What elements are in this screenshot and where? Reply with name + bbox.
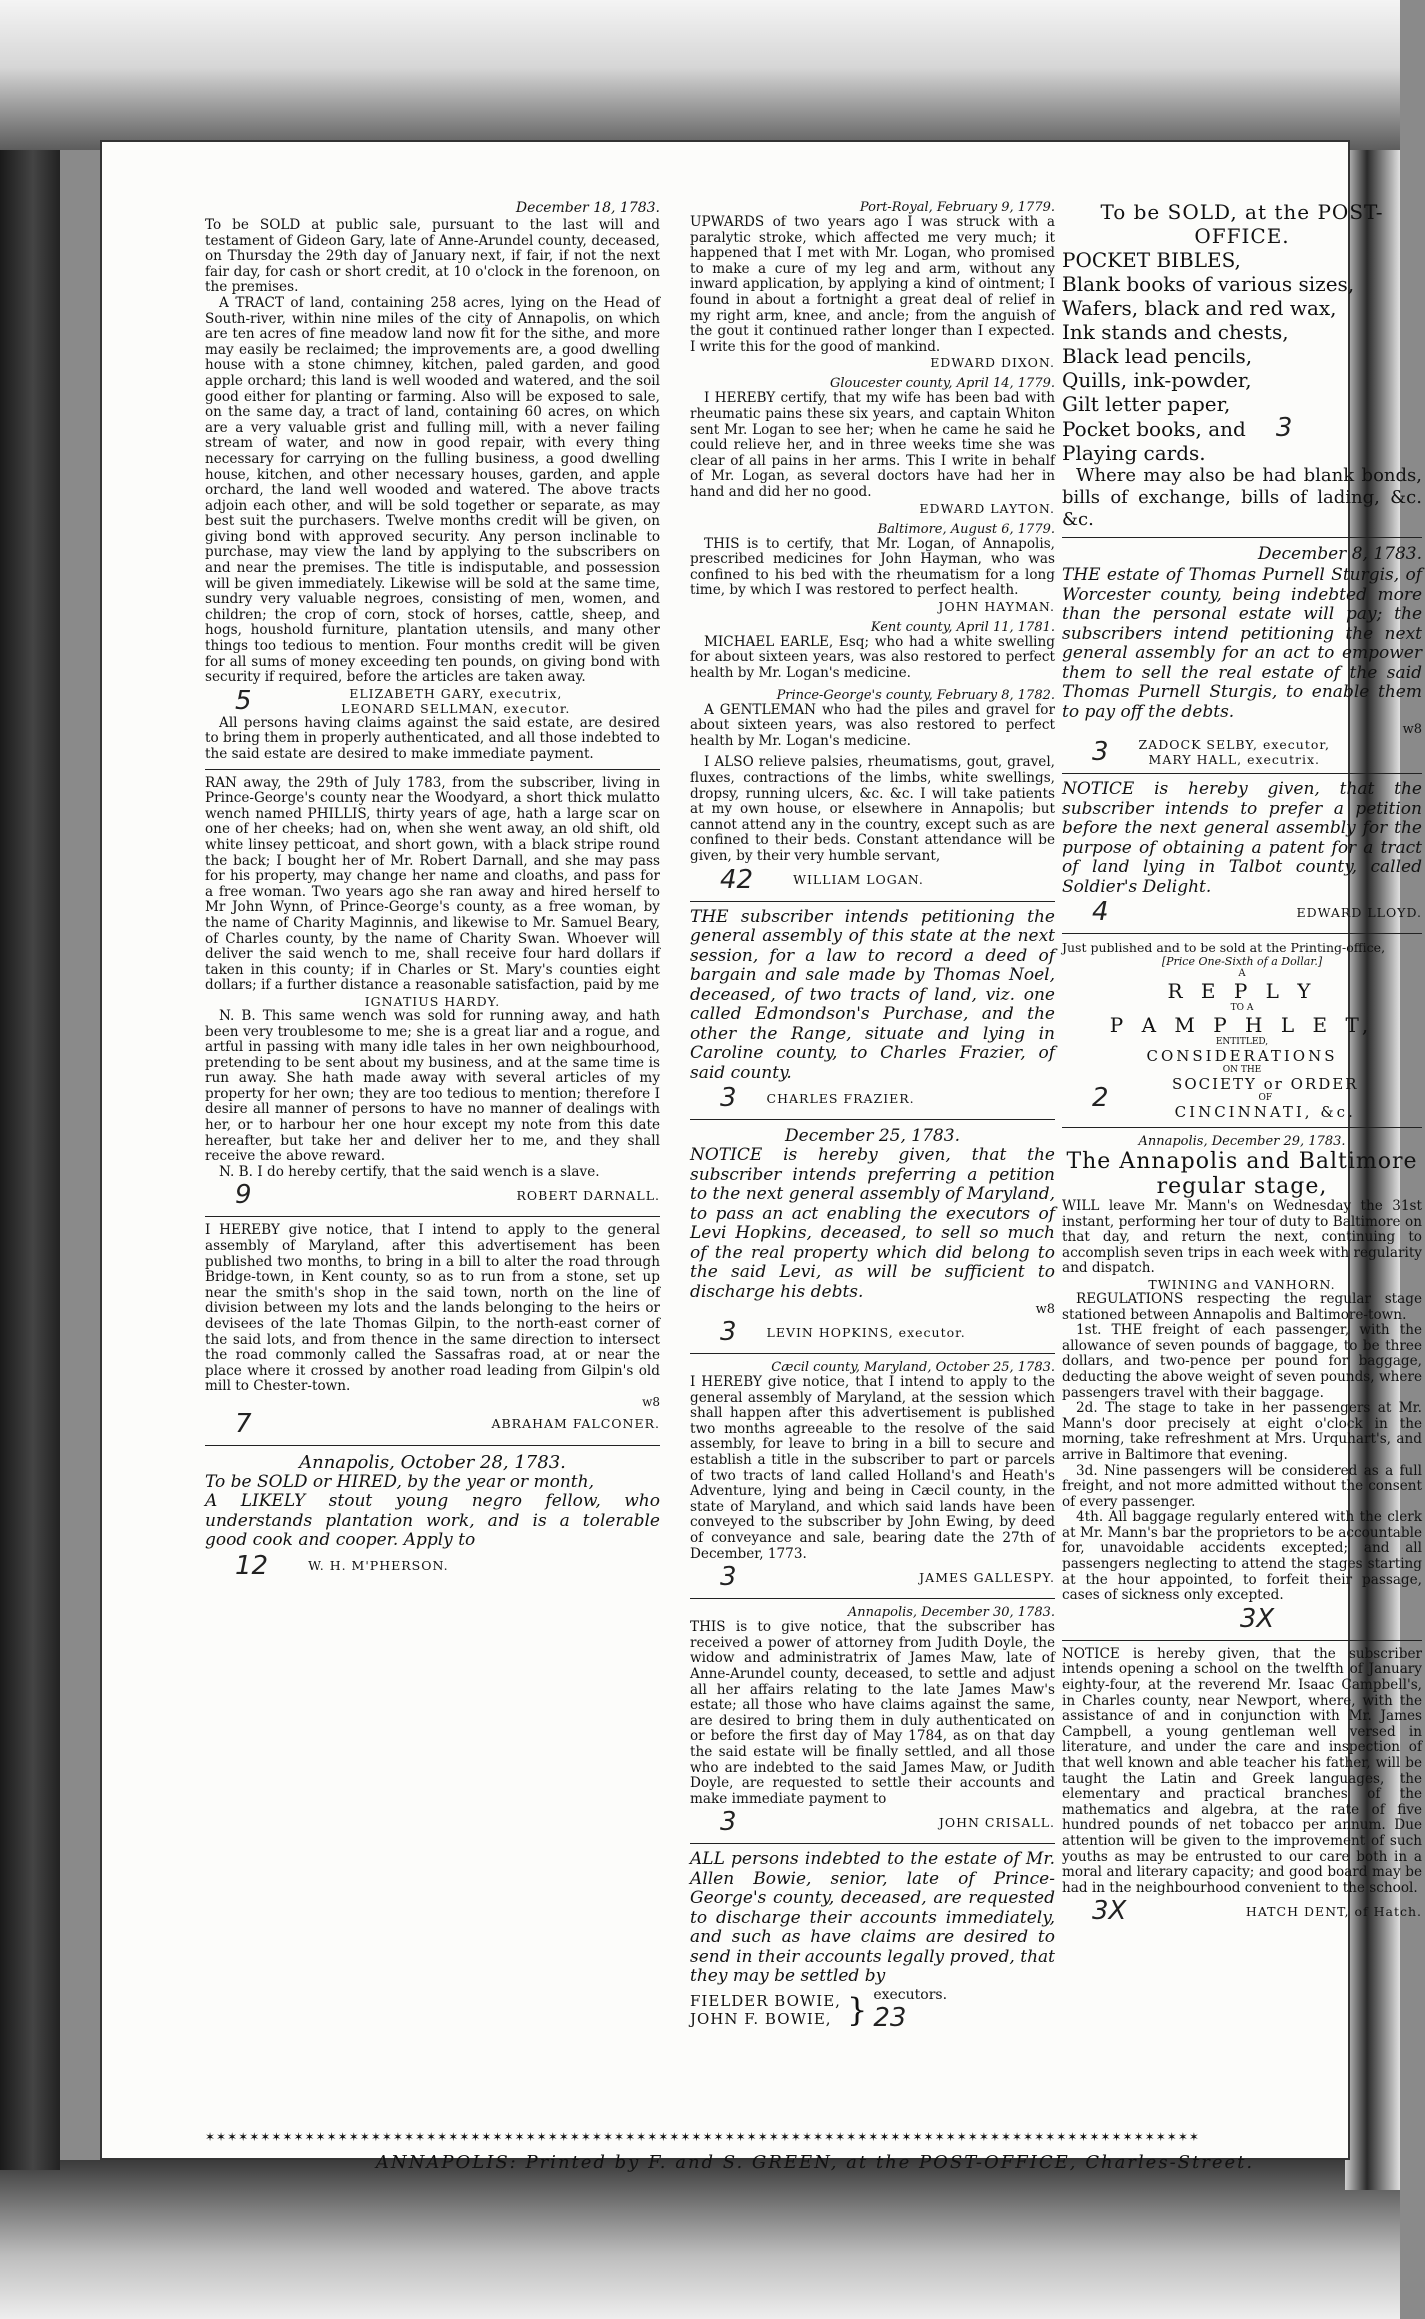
ad-body: THE estate of Thomas Purnell Sturgis, of Worcester county, being indebted more than the personal estate will pay; the subscribers intend petitioning the next general assembly for an act to empower them to sell the real estate of the said Thomas Purnell Sturgis, to enable them to pay off the debts. bbox=[1062, 565, 1422, 722]
brace-glyph: } bbox=[846, 1990, 868, 2029]
ad-signature: ZADOCK SELBY, executor, bbox=[1138, 737, 1330, 752]
ad-school bbox=[1062, 1647, 1422, 1927]
ad-post-office bbox=[1062, 200, 1422, 531]
ad-date: Annapolis, October 28, 1783. bbox=[299, 1451, 566, 1473]
ad-body: NOTICE is hereby given, that the subscriber intends opening a school on the twelfth of January eighty-four, at the reverend Mr. Isaac Campbell's, in Charles county, near Newport, where, with the assistance of and in conjunction with Mr. James Campbell, a young gentleman well versed in literature, and under the care and inspection of that well known and able teacher his father, will be taught the Latin and Greek languages, the elementary and practical branches of the mathematics and algebra, at the rate of five hundred pounds of net tobacco per annum. Due attention will be given to the improvement of such youths as may be entrusted to our care both in a moral and literary capacity; and good board may be had in the neighbourhood convenient to the school. bbox=[1062, 1645, 1422, 1896]
ad-signature: ABRAHAM FALCONER. bbox=[491, 1416, 660, 1432]
handwritten-mark: 3X bbox=[1239, 1603, 1275, 1634]
list-item: Quills, ink-powder, bbox=[1062, 368, 1252, 392]
ad-signature: EDWARD DIXON. bbox=[930, 355, 1055, 371]
ad-body: A LIKELY stout young negro fellow, who understands plantation work, and is a tolerable good cook and cooper. Apply to bbox=[205, 1491, 660, 1551]
ad-signature: JOHN CRISALL. bbox=[938, 1814, 1055, 1830]
list-item: Blank books of various sizes, bbox=[1062, 272, 1355, 296]
handwritten-mark: 3 bbox=[720, 1807, 737, 1838]
ad-earle bbox=[690, 620, 1055, 682]
ad-tail: Where may also be had blank bonds, bills of exchange, bills of lading, &c. &c. bbox=[1062, 465, 1422, 530]
ad-signature: ELIZABETH GARY, executrix, bbox=[349, 685, 563, 701]
ad-falconer bbox=[205, 1223, 660, 1439]
ad-line: CONSIDERATIONS bbox=[1146, 1047, 1338, 1065]
ad-line: ENTITLED, bbox=[1215, 1037, 1269, 1047]
ad-hopkins bbox=[690, 1126, 1055, 1347]
ad-body: ALL persons indebted to the estate of Mr. Allen Bowie, senior, late of Prince-George's county, deceased, are requested to discharge their accounts immediately, and such as have claims are desired to send in their accounts legally proved, that they may be settled by bbox=[690, 1849, 1055, 1987]
ad-body: A TRACT of land, containing 258 acres, lying on the Head of South-river, within nine miles of the city of Annapolis, on which are ten acres of fine meadow land now fit for the sithe, and more may easily be reclaimed; the improvements are, a good dwelling house with a stone chimney, kitchen, paled garden, and good apple orchard; this land is well wooded and watered, and the soil good either for planting or farming. Also will be exposed to sale, on the same day, a tract of land, containing 60 acres, on which are a very valuable grist and fulling mill, with a never failing stream of water, and now in good repair, with every thing necessary for carrying on the fulling business, a good dwelling house, kitchen, and other necessary houses, garden, and apple orchard, the land well wooded and watered. The above tracts adjoin each other, and will be sold together or separate, as may best suit the purchasers. Twelve months credit will be given, on giving bond with approved security. Any person inclinable to purchase, may view the land by applying to the subscribers on and near the premises. The title is indisputable, and possession will be given immediately. Likewise will be sold at the same time, sundry very valuable negroes, consisting of men, women, and children; the crop of corn, stock of horses, cattle, sheep, and hogs, houshold furniture, plantation utensils, and many other things too tedious to mention. Four months credit will be given for all sums of money exceeding ten pounds, on giving bond with security if required, before the articles are taken away. bbox=[205, 294, 660, 686]
ad-signature: TWINING and VANHORN. bbox=[1148, 1276, 1336, 1292]
ad-place: Annapolis, December 30, 1783. bbox=[847, 1605, 1055, 1621]
ad-body: RAN away, the 29th of July 1783, from the subscriber, living in Prince-George's county near the Woodyard, a short thick mulatto wench named PHILLIS, thirty years of age, hath a large scar on one of her cheeks; had on, when she went away, an old shift, old white linsey petticoat, and short gown, with a black stripe round the back; I bought her of Mr. Robert Darnall, and she may pass for his property, may change her name and cloaths, and pass for a free woman. Two years ago she ran away and hired herself to Mr John Wynn, of Prince-George's county, as a free woman, by the name of Charity Maginnis, and likewise to Mr. Samuel Beary, of Charles county, by the name of Charity Swan. Whoever will deliver the said wench to me, shall receive four hard dollars if taken in this county; if in Charles or St. Mary's counties eight dollars; if a further distance a reasonable satisfaction, paid by me bbox=[205, 774, 660, 994]
ad-line: P A M P H L E T, bbox=[1109, 1013, 1375, 1037]
ad-head: To be SOLD, at the POST-OFFICE. bbox=[1100, 200, 1384, 248]
list-item: Black lead pencils, bbox=[1062, 344, 1253, 368]
ad-gary-sale bbox=[205, 200, 660, 763]
ad-place: Prince-George's county, February 8, 1782. bbox=[776, 687, 1055, 703]
ad-place: Baltimore, August 6, 1779. bbox=[877, 521, 1055, 537]
column-1 bbox=[205, 200, 660, 1587]
ad-price: [Price One-Sixth of a Dollar.] bbox=[1161, 955, 1323, 968]
printer-imprint: ANNAPOLIS: Printed by F. and S. GREEN, at the POST-OFFICE, Charles-Street. bbox=[375, 2152, 1255, 2173]
ad-mpherson bbox=[205, 1452, 660, 1581]
ad-body: MICHAEL EARLE, Esq; who had a white swelling for about sixteen years, was also restored to perfect health by Mr. Logan's medicine. bbox=[690, 633, 1055, 682]
ad-layton bbox=[690, 376, 1055, 515]
ad-reply-pamphlet bbox=[1062, 940, 1422, 1121]
ad-dixon bbox=[690, 200, 1055, 370]
column-rule bbox=[1062, 933, 1422, 934]
ad-intro: To be SOLD at public sale, pursuant to the last will and testament of Gideon Gary, late of Anne-Arundel county, deceased, on Thursday the 29th day of January next, if fair, if not the next fair day, for cash or short credit, at 10 o'clock in the forenoon, on the premises. bbox=[205, 217, 660, 296]
handwritten-mark: 7 bbox=[235, 1408, 252, 1439]
handwritten-mark: 3X bbox=[1092, 1896, 1127, 1927]
ad-date: December 18, 1783. bbox=[515, 200, 660, 216]
ad-signature: LEVIN HOPKINS, executor. bbox=[766, 1324, 966, 1340]
ad-body: UPWARDS of two years ago I was struck with a paralytic stroke, which affected me very much; it happened that I met with Mr. Logan, who promised to make a cure of my leg and arm, without any inward application, by applying a kind of ointment; I found in about a fortnight a great deal of relief in my right arm, knee, and ancle; from the anguish of the gout it continued rather longer than I expected. I write this for the good of mankind. bbox=[690, 214, 1055, 355]
ad-signature: IGNATIUS HARDY. bbox=[364, 993, 501, 1009]
scan-backdrop-bottom bbox=[0, 2160, 1400, 2319]
ad-place: Annapolis, December 29, 1783. bbox=[1138, 1134, 1346, 1149]
list-item: Wafers, black and red wax, bbox=[1062, 296, 1337, 320]
column-rule bbox=[690, 901, 1055, 902]
ad-signature: JOHN F. BOWIE, bbox=[690, 2009, 832, 2028]
column-rule bbox=[1062, 1640, 1422, 1641]
ad-regs: REGULATIONS respecting the regular stage stationed between Annapolis and Baltimore-town. bbox=[1062, 1290, 1422, 1323]
handwritten-mark: 3 bbox=[1275, 413, 1293, 443]
ad-body: NOTICE is hereby given, that the subscriber intends to prefer a petition before the next general assembly for the purpose of obtaining a patent for a tract of land lying in Talbot county, called Soldier's Delight. bbox=[1062, 779, 1422, 897]
ad-signature: WILLIAM LOGAN. bbox=[793, 872, 924, 888]
ad-body: I ALSO relieve palsies, rheumatisms, gout, gravel, fluxes, contractions of the limbs, white swellings, dropsy, running ulcers, &c. &c. I will take patients at my own house, or elsewhere in Annapolis; but cannot attend any in the country, except such as are confined to their beds. Constant attendance will be given, by their very humble servant, bbox=[690, 754, 1055, 864]
column-rule bbox=[1062, 537, 1422, 538]
ad-signature: CHARLES FRAZIER. bbox=[766, 1090, 915, 1106]
column-rule bbox=[205, 769, 660, 770]
ad-code: w8 bbox=[642, 1394, 660, 1409]
ad-body: NOTICE is hereby given, that the subscriber intends preferring a petition to the next general assembly of Maryland, to pass an act enabling the executors of Levi Hopkins, deceased, to sell so much of the real property which did belong to the said Levi, as will be sufficient to discharge his debts. bbox=[690, 1145, 1055, 1302]
ad-signature: W. H. M'PHERSON. bbox=[308, 1558, 449, 1574]
ad-code: w8 bbox=[1402, 722, 1422, 737]
ad-claims: All persons having claims against the said estate, are desired to bring them in properly authenticated, and all those indebted to the said estate are desired to make immediate payment. bbox=[205, 714, 660, 762]
ad-signature: LEONARD SELLMAN, executor. bbox=[341, 700, 571, 716]
ad-reg: 1st. THE freight of each passenger, with the allowance of seven pounds of baggage, to be three dollars, and two-pence per pound for baggage, deducting the above weight of seven pounds, where passengers travel with their baggage. bbox=[1062, 1322, 1422, 1401]
column-rule bbox=[1062, 773, 1422, 774]
handwritten-mark: 3 bbox=[720, 1562, 737, 1593]
ad-body: I HEREBY give notice, that I intend to apply to the general assembly of Maryland, after this advertisement has been published two months, to bring in a bill to alter the road through Bridge-town, in Kent county, so as to run from a stone, set up near the smith's shop in the said town, north on the line of division between my lots and the lands belonging to the heirs or devisees of the late Thomas Gilpin, to the north-east corner of the said lots, and from thence in the same direction to intersect the road commonly called the Sassafras road, at or near the place where it crossed by another road leading from Gilpin's old mill to Chester-town. bbox=[205, 1222, 660, 1395]
ad-reg: 2d. The stage to take in her passengers at Mr. Mann's door precisely at eight o'clock in the morning, take refreshment at Mrs. Urquhart's, and arrive in Baltimore that evening. bbox=[1062, 1400, 1422, 1463]
ad-signature: JOHN HAYMAN. bbox=[938, 598, 1055, 614]
ad-line: CINCINNATI, &c. bbox=[1174, 1103, 1356, 1121]
handwritten-mark: 3 bbox=[1092, 737, 1109, 767]
ad-line: TO A bbox=[1230, 1003, 1254, 1013]
ad-gentleman bbox=[690, 688, 1055, 750]
ad-runaway bbox=[205, 776, 660, 1211]
ad-place: Kent county, April 11, 1781. bbox=[870, 619, 1055, 635]
post-items-list bbox=[1062, 248, 1422, 465]
ad-sturgis bbox=[1062, 544, 1422, 767]
ad-line: OF bbox=[1258, 1093, 1273, 1103]
ad-body: THIS is to give notice, that the subscriber has received a power of attorney from Judith Doyle, the widow and administratrix of James Maw, late of Anne-Arundel county, deceased, to settle and adjust all her affairs relating to the late James Maw's estate; all those who have claims against the same, are desired to bring them in duly authenticated on or before the first day of May 1784, as on that day the said estate will be finally settled, and all those who are indebted to the said James Maw, or Judith Doyle, are requested to settle their accounts and make immediate payment to bbox=[690, 1619, 1055, 1807]
list-item-text: Pocket books, and bbox=[1062, 417, 1246, 441]
ad-signature: EDWARD LLOYD. bbox=[1296, 904, 1422, 920]
ad-date: December 8, 1783. bbox=[1257, 544, 1422, 564]
ad-crisall bbox=[690, 1605, 1055, 1837]
column-rule bbox=[690, 1598, 1055, 1599]
ad-signature: FIELDER BOWIE, bbox=[690, 1991, 841, 2010]
ad-frazier bbox=[690, 908, 1055, 1114]
ad-nb: N. B. This same wench was sold for running away, and hath been very troublesome to me; she is a great liar and a rogue, and artful in passing with many idle tales in her own neighbourhood, pretending to be sent about my business, and at the same time is run away. She hath made away with several articles of my property for her own; they are too tedious to mention; therefore I desire all manner of persons to have no manner of dealings with her, or to harbour her one hour except my note from this date hereafter, but take her and deliver her to me, and they shall receive the above reward. bbox=[205, 1007, 660, 1165]
ad-body: WILL leave Mr. Mann's on Wednesday the 31st instant, performing her tour of duty to Baltimore on that day, and return the next, continuing to accomplish seven trips in each week with regularity and dispatch. bbox=[1062, 1198, 1422, 1277]
list-item: Ink stands and chests, bbox=[1062, 320, 1289, 344]
ad-place: Gloucester county, April 14, 1779. bbox=[829, 376, 1055, 392]
ad-head: The Annapolis and Baltimore regular stage, bbox=[1066, 1149, 1418, 1199]
ad-date: December 25, 1783. bbox=[785, 1126, 960, 1147]
ad-gallespy bbox=[690, 1360, 1055, 1592]
handwritten-mark: 5 bbox=[235, 685, 252, 716]
ad-exec: executors. bbox=[873, 1986, 948, 2003]
handwritten-mark: 23 bbox=[873, 2002, 907, 2033]
column-rule bbox=[205, 1216, 660, 1217]
ad-place: Port-Royal, February 9, 1779. bbox=[859, 200, 1055, 215]
handwritten-mark: 9 bbox=[235, 1180, 252, 1211]
ad-place: Cæcil county, Maryland, October 25, 1783. bbox=[771, 1360, 1055, 1376]
ad-reg: 4th. All baggage regularly entered with the clerk at Mr. Mann's bar the proprietors to be accountable for, unavoidable accidents excepted; and all passengers neglecting to attend the stages starting at the hour appointed, to forfeit their passage, cases of sickness only excepted. bbox=[1062, 1509, 1422, 1604]
ad-body: THE subscriber intends petitioning the general assembly of this state at the next session, for a law to record a deed of bargain and sale made by Thomas Noel, deceased, of two tracts of land, viz. one called Edmondson's Purchase, and the other the Range, situate and lying in Caroline county, to Charles Frazier, of said county. bbox=[690, 906, 1055, 1083]
ad-line: A bbox=[1238, 968, 1246, 979]
ad-signature: JAMES GALLESPY. bbox=[919, 1569, 1055, 1585]
ad-logan bbox=[690, 755, 1055, 894]
scan-backdrop-top bbox=[0, 0, 1400, 150]
list-item: Playing cards. bbox=[1062, 441, 1206, 465]
ad-bowie bbox=[690, 1850, 1055, 2033]
list-item bbox=[1062, 413, 1422, 443]
ad-line: ON THE bbox=[1222, 1065, 1262, 1075]
ad-signature: MARY HALL, executrix. bbox=[1148, 752, 1320, 767]
ad-reg: 3d. Nine passengers will be considered as a full freight, and not more admitted without the consent of every passenger. bbox=[1062, 1462, 1422, 1510]
ad-line: SOCIETY or ORDER bbox=[1172, 1075, 1359, 1093]
ad-body: THIS is to certify, that Mr. Logan, of Annapolis, prescribed medicines for John Hayman, who was confined to his bed with the rheumatism for a long time, by which I was restored to perfect health. bbox=[690, 535, 1055, 599]
ad-line: Just published and to be sold at the Printing-office, bbox=[1062, 940, 1386, 955]
ad-nb: N. B. I do hereby certify, that the said wench is a slave. bbox=[219, 1163, 600, 1180]
ad-line: R E P L Y bbox=[1167, 979, 1317, 1003]
column-2 bbox=[690, 200, 1055, 2039]
ad-body: I HEREBY certify, that my wife has been bad with rheumatic pains these six years, and captain Whiton sent Mr. Logan to see her; when he came he said he could relieve her, and in three weeks time she was clear of all pains in her arms. This I write in behalf of Mr. Logan, as several doctors have had her in hand and did her no good. bbox=[690, 390, 1055, 500]
list-item: Gilt letter paper, bbox=[1062, 392, 1231, 416]
ad-lloyd bbox=[1062, 780, 1422, 927]
ad-stage bbox=[1062, 1134, 1422, 1634]
ad-hayman bbox=[690, 522, 1055, 614]
column-rule bbox=[690, 1353, 1055, 1354]
list-item: POCKET BIBLES, bbox=[1062, 248, 1241, 272]
handwritten-mark: 42 bbox=[720, 864, 754, 895]
handwritten-mark: 3 bbox=[720, 1083, 737, 1114]
column-rule bbox=[1062, 1127, 1422, 1128]
ad-body: I HEREBY give notice, that I intend to apply to the general assembly of Maryland, at the session which shall happen after this advertisement is published two months agreeable to the resolve of the said assembly, for leave to bring in a bill to secure and establish a title in the subscriber to part or parcels of two tracts of land called Holland's and Heath's Adventure, lying and being in Cæcil county, in the state of Maryland, and which said lands have been conveyed to the subscriber by John Ewing, by deed of conveyance and sale, bearing date the 27th of December, 1773. bbox=[690, 1374, 1055, 1562]
column-rule bbox=[690, 1843, 1055, 1844]
ad-head: To be SOLD or HIRED, by the year or month, bbox=[205, 1471, 594, 1492]
handwritten-mark: 2 bbox=[1092, 1083, 1109, 1113]
handwritten-mark: 12 bbox=[235, 1550, 269, 1581]
ad-body: A GENTLEMAN who had the piles and gravel for about sixteen years, was also restored to perfect health by Mr. Logan's medicine. bbox=[690, 701, 1055, 749]
ornamental-border: ✶✶✶✶✶✶✶✶✶✶✶✶✶✶✶✶✶✶✶✶✶✶✶✶✶✶✶✶✶✶✶✶✶✶✶✶✶✶✶✶✶✶✶✶✶✶✶✶✶✶✶✶✶✶✶✶✶✶✶✶✶✶✶✶✶✶✶✶✶✶✶✶✶✶✶✶✶✶✶✶✶✶✶✶✶✶✶✶✶✶ bbox=[205, 2130, 1200, 2144]
book-spine bbox=[0, 150, 60, 2170]
newspaper-page bbox=[100, 140, 1422, 2173]
handwritten-mark: 3 bbox=[720, 1317, 737, 1348]
handwritten-mark: 4 bbox=[1092, 897, 1109, 927]
column-3 bbox=[1062, 200, 1422, 1932]
ad-signature: ROBERT DARNALL. bbox=[516, 1187, 660, 1203]
column-rule bbox=[690, 1119, 1055, 1120]
ad-signature: HATCH DENT, of Hatch. bbox=[1245, 1903, 1422, 1919]
column-rule bbox=[205, 1445, 660, 1446]
ad-signature: EDWARD LAYTON. bbox=[919, 500, 1055, 516]
ad-code: w8 bbox=[1035, 1302, 1055, 1318]
